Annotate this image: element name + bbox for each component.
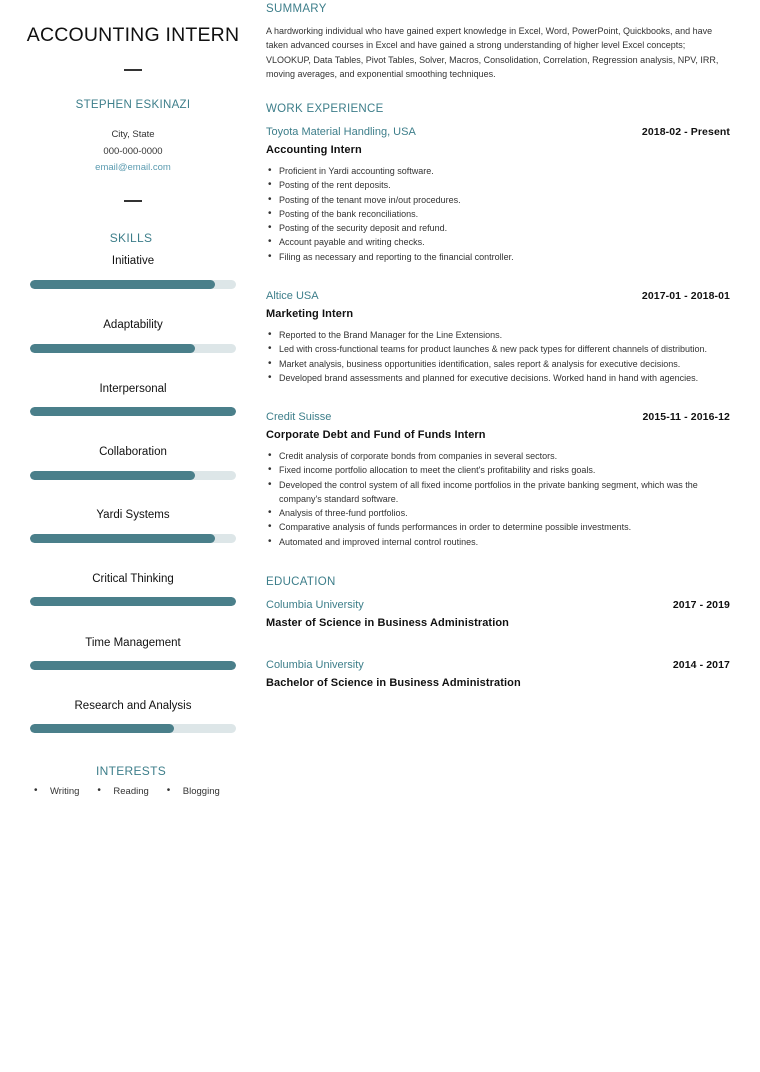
summary-text: A hardworking individual who have gained expert knowledge in Excel, Word, PowerPoint, Quickbooks, and have taken advanced courses in Excel and have gained a strong understanding of higher level Excel concepts; VLOOKUP, Data Tables, Pivot Tables, Solver, Macros, Consolidation, Correlation, Regression analysis, NPV, IRR, moving averages, and exponential smoothing techniques. [266, 26, 719, 79]
skill-bar [30, 471, 236, 480]
skill-label: Yardi Systems [96, 509, 170, 521]
list-item: • Fixed income portfolio allocation to meet the client's profitability and risks goals. [266, 463, 730, 477]
edu-dates: 2014 - 2017 [672, 659, 730, 671]
contact-email[interactable]: email@email.com [95, 162, 171, 173]
job-dates: 2017-01 - 2018-01 [641, 290, 730, 302]
job-bullets [266, 328, 730, 385]
divider [124, 200, 142, 202]
job-position: Accounting Intern [266, 144, 362, 156]
job-position: Corporate Debt and Fund of Funds Intern [266, 429, 486, 441]
job-dates: 2015-11 - 2016-12 [642, 411, 730, 423]
skill-label: Initiative [111, 255, 155, 267]
interests-heading: INTERESTS [95, 764, 167, 778]
sidebar [0, 0, 262, 1072]
education-entry [266, 659, 730, 689]
job-position: Marketing Intern [266, 308, 354, 320]
job-company: Credit Suisse [266, 411, 332, 423]
skill-bar [30, 344, 236, 353]
skill-label: Time Management [85, 637, 181, 649]
skill-bar [30, 280, 236, 289]
list-item: • Comparative analysis of funds performances in order to determine possible investments. [266, 520, 730, 534]
interest-item: • Reading [97, 786, 148, 797]
skill-bar-fill [30, 724, 174, 733]
skill-label: Critical Thinking [92, 573, 174, 585]
list-item: • Reported to the Brand Manager for the Line Extensions. [266, 328, 730, 342]
job-entry [266, 411, 730, 549]
skill-bar-fill [30, 534, 215, 543]
skills-heading: SKILLS [109, 231, 153, 245]
list-item: • Market analysis, business opportunities identification, sales report & analysis for executive decisions. [266, 357, 730, 371]
summary-heading: SUMMARY [266, 3, 327, 15]
candidate-name: STEPHEN ESKINAZI [75, 99, 191, 111]
education-heading: EDUCATION [266, 576, 336, 588]
job-entry [266, 126, 730, 264]
list-item: • Automated and improved internal control routines. [266, 535, 730, 549]
list-item: • Developed the control system of all fixed income portfolios in the private banking segment, which was the company's standard software. [266, 478, 730, 507]
list-item: • Posting of the bank reconciliations. [266, 207, 730, 221]
skill-bar-fill [30, 471, 195, 480]
job-dates: 2018-02 - Present [641, 126, 730, 138]
list-item: • Credit analysis of corporate bonds from companies in several sectors. [266, 449, 730, 463]
list-item: • Led with cross-functional teams for product launches & new pack types for different channels of distribution. [266, 342, 730, 356]
edu-dates: 2017 - 2019 [672, 599, 730, 611]
edu-degree: Master of Science in Business Administration [266, 617, 509, 629]
job-bullets [266, 164, 730, 264]
skill-label: Collaboration [99, 446, 167, 458]
list-item: • Proficient in Yardi accounting software. [266, 164, 730, 178]
job-title: ACCOUNTING INTERN [26, 24, 240, 46]
list-item: • Filing as necessary and reporting to the financial controller. [266, 250, 730, 264]
job-bullets [266, 449, 730, 549]
job-company: Toyota Material Handling, USA [266, 126, 416, 138]
skill-bar [30, 724, 236, 733]
skill-bar-fill [30, 597, 236, 606]
skill-bar [30, 534, 236, 543]
interest-item: • Writing [34, 786, 79, 797]
list-item: • Posting of the tenant move in/out procedures. [266, 193, 730, 207]
list-item: • Posting of the rent deposits. [266, 178, 730, 192]
skill-bar [30, 661, 236, 670]
edu-school: Columbia University [266, 599, 364, 611]
interests-list [34, 786, 238, 797]
skill-bar-fill [30, 661, 236, 670]
skill-bar-fill [30, 344, 195, 353]
list-item: • Account payable and writing checks. [266, 235, 730, 249]
interest-item: • Blogging [167, 786, 220, 797]
job-company: Altice USA [266, 290, 319, 302]
edu-school: Columbia University [266, 659, 364, 671]
list-item: • Posting of the security deposit and refund. [266, 221, 730, 235]
contact-location: City, State [111, 129, 155, 140]
skill-label: Adaptability [103, 319, 163, 331]
skill-bar-fill [30, 280, 215, 289]
list-item: • Analysis of three-fund portfolios. [266, 506, 730, 520]
job-entry [266, 290, 730, 385]
education-entry [266, 599, 730, 629]
skill-label: Interpersonal [99, 383, 167, 395]
skill-bar [30, 597, 236, 606]
skill-label: Research and Analysis [74, 700, 192, 712]
skill-bar [30, 407, 236, 416]
list-item: • Developed brand assessments and planned for executive decisions. Worked hand in hand with agencies. [266, 371, 730, 385]
edu-degree: Bachelor of Science in Business Administration [266, 677, 521, 689]
experience-heading: WORK EXPERIENCE [266, 103, 384, 115]
contact-phone: 000-000-0000 [103, 146, 163, 157]
skill-bar-fill [30, 407, 236, 416]
divider [124, 69, 142, 71]
